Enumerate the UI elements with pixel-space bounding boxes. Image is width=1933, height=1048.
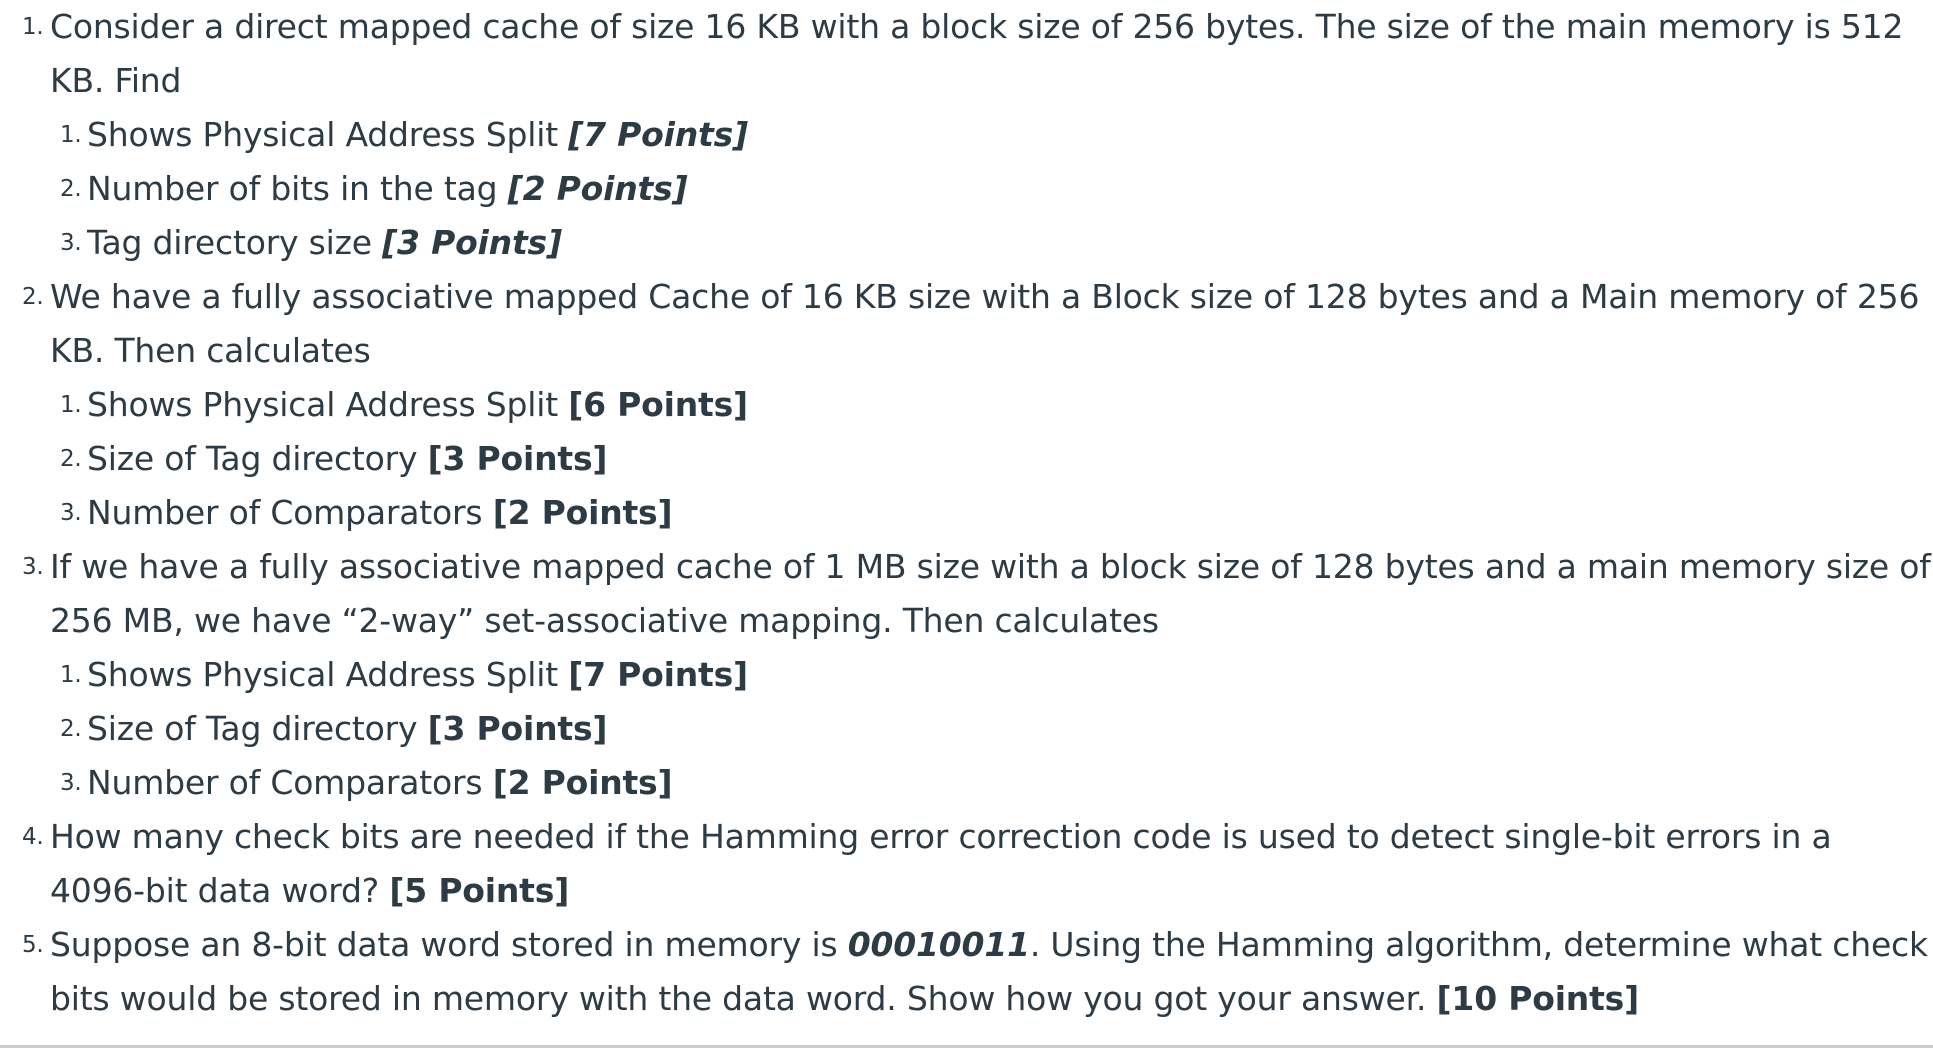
question-2-part-3 (0, 486, 1933, 540)
question-text: How many check bits are needed if the Hamming error correction code is used to detect single-bit errors in a 4096-bit data word? (50, 817, 1832, 910)
part-number: 2. (60, 446, 82, 472)
part-number: 1. (60, 392, 82, 418)
part-text: Shows Physical Address Split (87, 385, 558, 424)
question-2 (0, 270, 1933, 378)
question-4 (0, 810, 1933, 918)
part-number: 2. (60, 716, 82, 742)
points-label: [3 Points] (427, 439, 608, 478)
points-label: [2 Points] (507, 169, 688, 208)
question-3-part-1 (0, 648, 1933, 702)
question-1 (0, 0, 1933, 108)
question-3-part-3 (0, 756, 1933, 810)
question-2-part-2 (0, 432, 1933, 486)
part-text: Shows Physical Address Split (87, 655, 558, 694)
question-number: 2. (22, 284, 44, 310)
question-2-part-1 (0, 378, 1933, 432)
points-label: [3 Points] (427, 709, 608, 748)
part-number: 3. (60, 230, 82, 256)
points-label: [3 Points] (382, 223, 562, 262)
part-text: Number of bits in the tag (87, 169, 498, 208)
question-1-part-3 (0, 216, 1933, 270)
question-5 (0, 918, 1933, 1026)
points-label: [2 Points] (492, 493, 673, 532)
part-number: 2. (60, 176, 82, 202)
question-text: We have a fully associative mapped Cache of 16 KB size with a Block size of 128 bytes and a Main memory of 256 KB. Then calculates (50, 277, 1920, 370)
points-label: [2 Points] (492, 763, 673, 802)
part-text: Size of Tag directory (87, 709, 418, 748)
question-text: If we have a fully associative mapped cache of 1 MB size with a block size of 128 bytes and a main memory size of 256 MB, we have “2-way” set-associative mapping. Then calculates (50, 547, 1931, 640)
data-word-value: 00010011 (847, 925, 1030, 964)
part-number: 1. (60, 122, 82, 148)
part-text: Size of Tag directory (87, 439, 418, 478)
part-text: Shows Physical Address Split (87, 115, 558, 154)
part-number: 1. (60, 662, 82, 688)
question-1-part-1 (0, 108, 1933, 162)
part-number: 3. (60, 770, 82, 796)
question-number: 5. (22, 932, 44, 958)
part-number: 3. (60, 500, 82, 526)
question-3-part-2 (0, 702, 1933, 756)
points-label: [6 Points] (568, 385, 748, 424)
question-number: 1. (22, 14, 44, 40)
question-text-continued: . Using the Hamming algorithm, determine what check bits would be stored in memory with the data word. Show how you got your answer. (50, 925, 1928, 1018)
part-text: Number of Comparators (87, 493, 483, 532)
question-number: 3. (22, 554, 44, 580)
points-label: [7 Points] (568, 115, 748, 154)
question-number: 4. (22, 824, 44, 850)
part-text: Tag directory size (87, 223, 372, 262)
part-text: Number of Comparators (87, 763, 483, 802)
points-label: [5 Points] (389, 871, 570, 910)
question-1-part-2 (0, 162, 1933, 216)
question-3 (0, 540, 1933, 648)
question-text: Suppose an 8-bit data word stored in memory is (50, 925, 838, 964)
points-label: [7 Points] (568, 655, 748, 694)
points-label: [10 Points] (1436, 979, 1640, 1018)
question-text: Consider a direct mapped cache of size 16 KB with a block size of 256 bytes. The size of the main memory is 512 KB. Find (50, 7, 1904, 100)
